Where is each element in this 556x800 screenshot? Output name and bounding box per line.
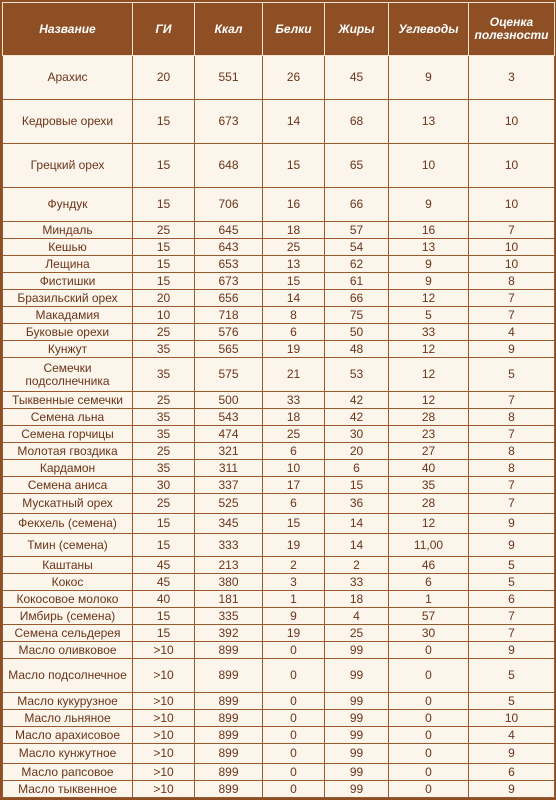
cell-fat: 99	[325, 727, 389, 744]
table-row	[3, 324, 555, 341]
cell-score: 7	[469, 290, 555, 307]
cell-score: 8	[469, 409, 555, 426]
table-row	[3, 290, 555, 307]
cell-name: Масло кукурузное	[3, 693, 133, 710]
table-row	[3, 727, 555, 744]
cell-name: Семена сельдерея	[3, 625, 133, 642]
cell-gi: 25	[133, 494, 195, 514]
cell-name: Семена горчицы	[3, 426, 133, 443]
cell-name: Семена аниса	[3, 477, 133, 494]
cell-fat: 15	[325, 477, 389, 494]
cell-score: 3	[469, 56, 555, 100]
cell-fat: 14	[325, 534, 389, 557]
cell-fat: 4	[325, 608, 389, 625]
cell-score: 5	[469, 693, 555, 710]
cell-score: 7	[469, 494, 555, 514]
cell-score: 7	[469, 426, 555, 443]
cell-gi: >10	[133, 727, 195, 744]
cell-score: 7	[469, 307, 555, 324]
cell-fat: 20	[325, 443, 389, 460]
cell-gi: 45	[133, 574, 195, 591]
cell-kcal: 551	[195, 56, 263, 100]
cell-gi: 35	[133, 426, 195, 443]
table-row	[3, 591, 555, 608]
cell-carbs: 13	[389, 100, 469, 144]
cell-kcal: 899	[195, 642, 263, 659]
cell-protein: 8	[263, 307, 325, 324]
header-protein: Белки	[263, 3, 325, 56]
cell-carbs: 27	[389, 443, 469, 460]
table-body	[3, 56, 555, 798]
cell-fat: 75	[325, 307, 389, 324]
table-row	[3, 222, 555, 239]
cell-fat: 62	[325, 256, 389, 273]
cell-gi: >10	[133, 744, 195, 764]
cell-carbs: 23	[389, 426, 469, 443]
cell-carbs: 0	[389, 693, 469, 710]
cell-protein: 19	[263, 625, 325, 642]
cell-score: 10	[469, 188, 555, 222]
cell-protein: 14	[263, 290, 325, 307]
cell-protein: 19	[263, 341, 325, 358]
cell-kcal: 500	[195, 392, 263, 409]
cell-protein: 26	[263, 56, 325, 100]
cell-name: Кардамон	[3, 460, 133, 477]
cell-fat: 99	[325, 781, 389, 798]
cell-gi: 35	[133, 341, 195, 358]
cell-carbs: 46	[389, 557, 469, 574]
table-row	[3, 256, 555, 273]
table-row	[3, 239, 555, 256]
table-row	[3, 426, 555, 443]
cell-carbs: 16	[389, 222, 469, 239]
cell-gi: 20	[133, 56, 195, 100]
cell-protein: 18	[263, 222, 325, 239]
cell-carbs: 12	[389, 341, 469, 358]
table-row	[3, 744, 555, 764]
cell-fat: 66	[325, 290, 389, 307]
cell-name: Масло подсолнечное	[3, 659, 133, 693]
cell-kcal: 333	[195, 534, 263, 557]
cell-score: 9	[469, 341, 555, 358]
cell-name: Макадамия	[3, 307, 133, 324]
cell-protein: 0	[263, 693, 325, 710]
cell-kcal: 673	[195, 100, 263, 144]
cell-protein: 25	[263, 426, 325, 443]
cell-kcal: 335	[195, 608, 263, 625]
cell-protein: 3	[263, 574, 325, 591]
cell-name: Тыквенные семечки	[3, 392, 133, 409]
cell-name: Грецкий орех	[3, 144, 133, 188]
cell-name: Кокос	[3, 574, 133, 591]
cell-name: Фекхель (семена)	[3, 514, 133, 534]
cell-fat: 54	[325, 239, 389, 256]
cell-fat: 30	[325, 426, 389, 443]
cell-carbs: 9	[389, 273, 469, 290]
cell-kcal: 899	[195, 727, 263, 744]
cell-name: Масло арахисовое	[3, 727, 133, 744]
cell-protein: 0	[263, 781, 325, 798]
cell-fat: 25	[325, 625, 389, 642]
cell-protein: 13	[263, 256, 325, 273]
table-row	[3, 477, 555, 494]
table-row	[3, 642, 555, 659]
cell-name: Фундук	[3, 188, 133, 222]
table-row	[3, 574, 555, 591]
cell-fat: 65	[325, 144, 389, 188]
cell-kcal: 392	[195, 625, 263, 642]
cell-protein: 0	[263, 710, 325, 727]
cell-score: 5	[469, 358, 555, 392]
cell-gi: 15	[133, 188, 195, 222]
cell-kcal: 673	[195, 273, 263, 290]
header-kcal: Ккал	[195, 3, 263, 56]
cell-kcal: 380	[195, 574, 263, 591]
table-row	[3, 144, 555, 188]
cell-fat: 99	[325, 693, 389, 710]
cell-fat: 42	[325, 409, 389, 426]
cell-score: 9	[469, 642, 555, 659]
cell-carbs: 35	[389, 477, 469, 494]
cell-score: 9	[469, 781, 555, 798]
cell-fat: 14	[325, 514, 389, 534]
cell-name: Арахис	[3, 56, 133, 100]
cell-score: 7	[469, 625, 555, 642]
cell-score: 7	[469, 222, 555, 239]
table-row	[3, 409, 555, 426]
cell-protein: 0	[263, 727, 325, 744]
cell-score: 6	[469, 591, 555, 608]
cell-carbs: 0	[389, 727, 469, 744]
cell-gi: 40	[133, 591, 195, 608]
cell-score: 9	[469, 534, 555, 557]
cell-kcal: 718	[195, 307, 263, 324]
cell-score: 8	[469, 460, 555, 477]
header-score: Оценка полезности	[469, 3, 555, 56]
cell-fat: 42	[325, 392, 389, 409]
table-row	[3, 307, 555, 324]
table-row	[3, 392, 555, 409]
cell-kcal: 643	[195, 239, 263, 256]
cell-carbs: 13	[389, 239, 469, 256]
cell-protein: 0	[263, 744, 325, 764]
cell-protein: 6	[263, 494, 325, 514]
cell-carbs: 1	[389, 591, 469, 608]
table-row	[3, 273, 555, 290]
cell-score: 10	[469, 100, 555, 144]
cell-fat: 53	[325, 358, 389, 392]
cell-name: Семена льна	[3, 409, 133, 426]
cell-name: Кунжут	[3, 341, 133, 358]
cell-kcal: 337	[195, 477, 263, 494]
cell-kcal: 321	[195, 443, 263, 460]
cell-kcal: 899	[195, 710, 263, 727]
cell-protein: 15	[263, 514, 325, 534]
cell-protein: 25	[263, 239, 325, 256]
table-row	[3, 494, 555, 514]
cell-protein: 18	[263, 409, 325, 426]
cell-name: Кешью	[3, 239, 133, 256]
header-row	[3, 3, 555, 56]
cell-name: Мускатный орех	[3, 494, 133, 514]
cell-gi: 15	[133, 144, 195, 188]
cell-protein: 6	[263, 443, 325, 460]
cell-name: Масло рапсовое	[3, 764, 133, 781]
cell-score: 5	[469, 659, 555, 693]
cell-gi: >10	[133, 693, 195, 710]
cell-gi: 15	[133, 608, 195, 625]
cell-protein: 21	[263, 358, 325, 392]
cell-kcal: 345	[195, 514, 263, 534]
cell-kcal: 181	[195, 591, 263, 608]
cell-carbs: 0	[389, 659, 469, 693]
cell-gi: 15	[133, 534, 195, 557]
cell-kcal: 645	[195, 222, 263, 239]
cell-carbs: 0	[389, 642, 469, 659]
cell-gi: 15	[133, 239, 195, 256]
cell-gi: 15	[133, 625, 195, 642]
cell-kcal: 656	[195, 290, 263, 307]
cell-gi: 30	[133, 477, 195, 494]
cell-carbs: 40	[389, 460, 469, 477]
cell-fat: 36	[325, 494, 389, 514]
cell-carbs: 9	[389, 256, 469, 273]
cell-score: 4	[469, 727, 555, 744]
cell-protein: 16	[263, 188, 325, 222]
cell-name: Кокосовое молоко	[3, 591, 133, 608]
cell-score: 7	[469, 477, 555, 494]
cell-fat: 66	[325, 188, 389, 222]
cell-carbs: 9	[389, 56, 469, 100]
cell-protein: 0	[263, 764, 325, 781]
cell-fat: 68	[325, 100, 389, 144]
header-carbs: Углеводы	[389, 3, 469, 56]
header-fat: Жиры	[325, 3, 389, 56]
table-row	[3, 460, 555, 477]
table-row	[3, 625, 555, 642]
table-row	[3, 659, 555, 693]
cell-kcal: 899	[195, 764, 263, 781]
cell-kcal: 525	[195, 494, 263, 514]
table-row	[3, 56, 555, 100]
cell-gi: 35	[133, 358, 195, 392]
cell-score: 4	[469, 324, 555, 341]
nutrition-table	[2, 2, 555, 798]
cell-name: Кедровые орехи	[3, 100, 133, 144]
cell-carbs: 12	[389, 392, 469, 409]
cell-score: 9	[469, 744, 555, 764]
cell-carbs: 0	[389, 710, 469, 727]
cell-carbs: 28	[389, 409, 469, 426]
cell-score: 5	[469, 574, 555, 591]
cell-protein: 19	[263, 534, 325, 557]
cell-name: Буковые орехи	[3, 324, 133, 341]
cell-kcal: 213	[195, 557, 263, 574]
cell-name: Масло кунжутное	[3, 744, 133, 764]
cell-name: Каштаны	[3, 557, 133, 574]
cell-kcal: 565	[195, 341, 263, 358]
cell-score: 8	[469, 273, 555, 290]
cell-name: Миндаль	[3, 222, 133, 239]
cell-name: Лещина	[3, 256, 133, 273]
cell-carbs: 12	[389, 514, 469, 534]
table-row	[3, 188, 555, 222]
cell-carbs: 11,00	[389, 534, 469, 557]
cell-carbs: 6	[389, 574, 469, 591]
cell-fat: 99	[325, 744, 389, 764]
cell-gi: 25	[133, 324, 195, 341]
cell-kcal: 899	[195, 744, 263, 764]
cell-gi: 15	[133, 256, 195, 273]
cell-score: 10	[469, 256, 555, 273]
cell-gi: 15	[133, 100, 195, 144]
cell-protein: 17	[263, 477, 325, 494]
cell-gi: >10	[133, 781, 195, 798]
cell-carbs: 57	[389, 608, 469, 625]
cell-score: 5	[469, 557, 555, 574]
cell-score: 10	[469, 710, 555, 727]
cell-kcal: 653	[195, 256, 263, 273]
cell-kcal: 543	[195, 409, 263, 426]
cell-gi: 10	[133, 307, 195, 324]
cell-protein: 1	[263, 591, 325, 608]
cell-gi: >10	[133, 642, 195, 659]
cell-carbs: 0	[389, 781, 469, 798]
cell-gi: 20	[133, 290, 195, 307]
cell-kcal: 576	[195, 324, 263, 341]
cell-carbs: 28	[389, 494, 469, 514]
cell-protein: 0	[263, 659, 325, 693]
cell-carbs: 5	[389, 307, 469, 324]
table-row	[3, 514, 555, 534]
cell-fat: 61	[325, 273, 389, 290]
cell-protein: 6	[263, 324, 325, 341]
cell-score: 7	[469, 608, 555, 625]
cell-carbs: 9	[389, 188, 469, 222]
cell-protein: 0	[263, 642, 325, 659]
cell-gi: 45	[133, 557, 195, 574]
cell-protein: 10	[263, 460, 325, 477]
cell-name: Тмин (семена)	[3, 534, 133, 557]
cell-gi: 15	[133, 514, 195, 534]
cell-carbs: 10	[389, 144, 469, 188]
cell-fat: 6	[325, 460, 389, 477]
table-row	[3, 710, 555, 727]
cell-fat: 33	[325, 574, 389, 591]
cell-fat: 99	[325, 659, 389, 693]
cell-kcal: 899	[195, 693, 263, 710]
cell-fat: 99	[325, 710, 389, 727]
cell-carbs: 12	[389, 358, 469, 392]
cell-protein: 9	[263, 608, 325, 625]
cell-fat: 48	[325, 341, 389, 358]
cell-carbs: 0	[389, 744, 469, 764]
cell-name: Масло тыквенное	[3, 781, 133, 798]
cell-protein: 15	[263, 273, 325, 290]
header-name: Название	[3, 3, 133, 56]
cell-gi: >10	[133, 710, 195, 727]
table-row	[3, 534, 555, 557]
cell-carbs: 0	[389, 764, 469, 781]
cell-protein: 33	[263, 392, 325, 409]
cell-carbs: 12	[389, 290, 469, 307]
table-row	[3, 608, 555, 625]
cell-kcal: 648	[195, 144, 263, 188]
cell-kcal: 311	[195, 460, 263, 477]
cell-carbs: 33	[389, 324, 469, 341]
cell-gi: >10	[133, 764, 195, 781]
cell-fat: 45	[325, 56, 389, 100]
table-row	[3, 100, 555, 144]
cell-score: 8	[469, 443, 555, 460]
cell-fat: 99	[325, 764, 389, 781]
cell-gi: >10	[133, 659, 195, 693]
cell-gi: 35	[133, 409, 195, 426]
cell-fat: 2	[325, 557, 389, 574]
cell-carbs: 30	[389, 625, 469, 642]
cell-gi: 25	[133, 392, 195, 409]
cell-name: Масло льняное	[3, 710, 133, 727]
cell-kcal: 899	[195, 659, 263, 693]
cell-name: Бразильский орех	[3, 290, 133, 307]
table-row	[3, 358, 555, 392]
cell-protein: 2	[263, 557, 325, 574]
cell-fat: 99	[325, 642, 389, 659]
cell-name: Семечки подсолнечника	[3, 358, 133, 392]
cell-gi: 25	[133, 222, 195, 239]
cell-gi: 25	[133, 443, 195, 460]
table-row	[3, 341, 555, 358]
cell-name: Масло оливковое	[3, 642, 133, 659]
cell-protein: 14	[263, 100, 325, 144]
cell-fat: 18	[325, 591, 389, 608]
table-row	[3, 443, 555, 460]
table-row	[3, 557, 555, 574]
cell-score: 7	[469, 392, 555, 409]
table-row	[3, 693, 555, 710]
cell-score: 9	[469, 514, 555, 534]
cell-gi: 15	[133, 273, 195, 290]
header-gi: ГИ	[133, 3, 195, 56]
table-row	[3, 781, 555, 798]
cell-name: Молотая гвоздика	[3, 443, 133, 460]
cell-fat: 50	[325, 324, 389, 341]
cell-kcal: 706	[195, 188, 263, 222]
table-row	[3, 764, 555, 781]
cell-kcal: 899	[195, 781, 263, 798]
cell-kcal: 474	[195, 426, 263, 443]
cell-gi: 35	[133, 460, 195, 477]
cell-name: Имбирь (семена)	[3, 608, 133, 625]
cell-kcal: 575	[195, 358, 263, 392]
cell-fat: 57	[325, 222, 389, 239]
cell-protein: 15	[263, 144, 325, 188]
cell-score: 10	[469, 239, 555, 256]
cell-score: 10	[469, 144, 555, 188]
cell-name: Фистишки	[3, 273, 133, 290]
cell-score: 6	[469, 764, 555, 781]
